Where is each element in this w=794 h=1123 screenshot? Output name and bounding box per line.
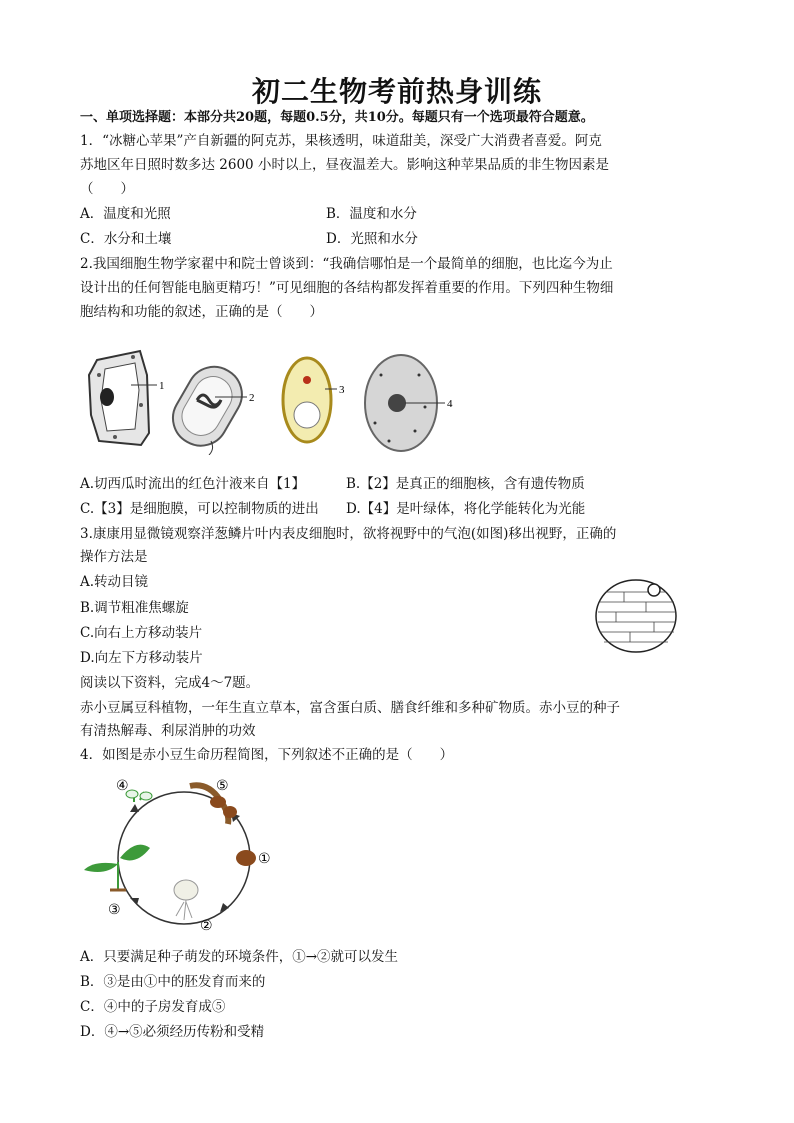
- flowering-plant-icon: [116, 778, 152, 802]
- seed-pod-icon: [190, 778, 237, 824]
- cell-diagrams-figure: [85, 345, 465, 455]
- stage-label-1: ①: [258, 851, 271, 867]
- q1-option-c: C．水分和土壤: [80, 231, 172, 247]
- q2-option-a: A.切西瓜时流出的红色汁液来自【1】: [80, 476, 306, 492]
- q4-option-c: C．④中的子房发育成⑤: [80, 999, 226, 1015]
- stage-label-4: ④: [116, 778, 129, 794]
- q1-stem-line-3: （ ）: [80, 181, 134, 197]
- q1-stem-line-2: 苏地区年日照时数多达 2600 小时以上，昼夜温差大。影响这种苹果品质的非生物因素是: [80, 157, 609, 173]
- reading-text-line-2: 有清热解毒、利尿消肿的功效: [80, 723, 256, 739]
- stage-label-2: ②: [200, 918, 213, 934]
- q1-stem-line-1: 1．“冰糖心苹果”产自新疆的阿克苏，果核透明，味道甜美，深受广大消费者喜爱。阿克: [80, 133, 602, 149]
- seed-icon: [236, 850, 271, 867]
- q4-option-d: D．④→⑤必须经历传粉和受精: [80, 1024, 265, 1040]
- microscope-view-figure: [594, 578, 680, 654]
- label-3: 3: [339, 384, 345, 396]
- q2-option-c: C.【3】是细胞膜，可以控制物质的进出: [80, 501, 319, 517]
- q3-option-a: A.转动目镜: [80, 574, 149, 590]
- air-bubble-icon: [648, 584, 660, 596]
- stage-label-5: ⑤: [216, 778, 229, 794]
- q2-option-d: D.【4】是叶绿体，将化学能转化为光能: [346, 501, 586, 517]
- q3-stem-line-1: 3.康康用显微镜观察洋葱鳞片叶内表皮细胞时，欲将视野中的气泡(如图)移出视野，正确的: [80, 526, 617, 542]
- q3-option-b: B.调节粗准焦螺旋: [80, 600, 189, 616]
- q1-option-a: A．温度和光照: [80, 206, 171, 222]
- q4-option-b: B．③是由①中的胚发育而来的: [80, 974, 266, 990]
- q3-option-d: D.向左下方移动装片: [80, 650, 203, 666]
- plant-cell-diagram: [89, 351, 165, 445]
- germinating-seed-icon: [174, 880, 213, 934]
- animal-cell-diagram: [365, 355, 453, 451]
- stage-label-3: ③: [108, 902, 121, 918]
- life-cycle-figure: [82, 772, 282, 937]
- label-4: 4: [447, 398, 453, 410]
- q1-option-b: B．温度和水分: [326, 206, 417, 222]
- q2-option-b: B.【2】是真正的细胞核，含有遗传物质: [346, 476, 585, 492]
- q4-stem: 4．如图是赤小豆生命历程简图，下列叙述不正确的是（ ）: [80, 747, 454, 763]
- label-1: 1: [159, 380, 165, 392]
- page-title: 初二生物考前热身训练: [251, 75, 542, 108]
- q2-stem-line-2: 设计出的任何智能电脑更精巧！”可见细胞的各结构都发挥着重要的作用。下列四种生物细: [80, 280, 614, 296]
- q3-option-c: C.向右上方移动装片: [80, 625, 203, 641]
- q2-stem-line-3: 胞结构和功能的叙述，正确的是（ ）: [80, 304, 323, 320]
- section-header: 一、单项选择题：本部分共20题，每题0.5分，共10分。每题只有一个选项最符合题意。: [80, 110, 594, 125]
- reading-intro: 阅读以下资料，完成4～7题。: [80, 675, 260, 691]
- q3-stem-line-2: 操作方法是: [80, 549, 148, 565]
- bacterium-diagram: [163, 357, 254, 455]
- reading-text-line-1: 赤小豆属豆科植物，一年生直立草本，富含蛋白质、膳食纤维和多种矿物质。赤小豆的种子: [80, 700, 620, 716]
- q2-stem-line-1: 2.我国细胞生物学家翟中和院士曾谈到：“我确信哪怕是一个最简单的细胞，也比迄今为止: [80, 256, 613, 272]
- yeast-cell-diagram: [283, 358, 345, 442]
- q1-option-d: D．光照和水分: [326, 231, 418, 247]
- label-2: 2: [249, 392, 255, 404]
- q4-option-a: A．只要满足种子萌发的环境条件，①→②就可以发生: [80, 949, 399, 965]
